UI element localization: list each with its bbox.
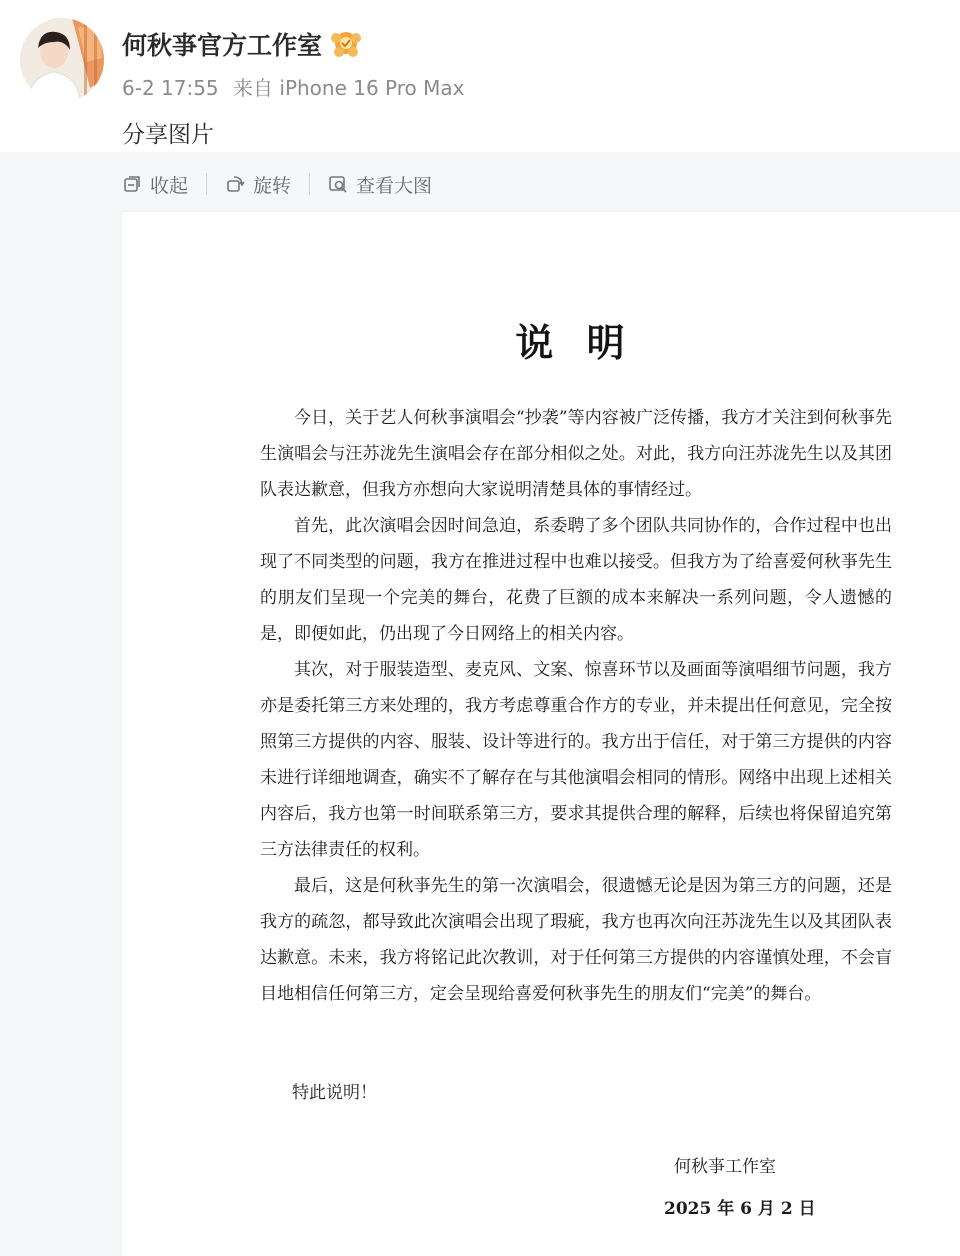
post-text: 分享图片 bbox=[122, 122, 214, 148]
rotate-label: 旋转 bbox=[253, 174, 292, 197]
statement-paragraph: 首先，此次演唱会因时间急迫，系委聘了多个团队共同协作的，合作过程中也出现了不同类型的问题，我方在推进过程中也难以接受。但我方为了给喜爱何秋亊先生的朋友们呈现一个完美的舞台，花费了巨额的成本来解决一系列问题，令人遗憾的是，即便如此，仍出现了今日网络上的相关内容。 bbox=[260, 516, 892, 644]
statement-paragraph: 今日，关于艺人何秋亊演唱会“抄袭”等内容被广泛传播，我方才关注到何秋亊先生演唱会与汪苏泷先生演唱会存在部分相似之处。对此，我方向汪苏泷先生以及其团队表达歉意，但我方亦想向大家说明清楚具体的事情经过。 bbox=[260, 408, 892, 500]
statement-image[interactable] bbox=[122, 212, 960, 1256]
rotate-button[interactable] bbox=[221, 171, 295, 198]
collapse-label: 收起 bbox=[150, 174, 189, 197]
statement-date: 2025 年 6 月 2 日 bbox=[664, 1199, 816, 1219]
post-header bbox=[0, 0, 960, 152]
rotate-icon bbox=[225, 174, 245, 194]
statement-paragraph: 最后，这是何秋亊先生的第一次演唱会，很遗憾无论是因为第三方的问题，还是我方的疏忽，都导致此次演唱会出现了瑕疵，我方也再次向汪苏泷先生以及其团队表达歉意。未来，我方将铭记此次教训，对于任何第三方提供的内容谨慎处理，不会盲目地相信任何第三方，定会呈现给喜爱何秋亊先生的朋友们“完美”的舞台。 bbox=[260, 876, 892, 1004]
view-large-button[interactable] bbox=[324, 171, 436, 198]
collapse-icon bbox=[122, 174, 142, 194]
statement-body bbox=[260, 400, 892, 1012]
statement-closing: 特此说明！ bbox=[292, 1083, 377, 1103]
statement-signer: 何秋亊工作室 bbox=[674, 1157, 776, 1177]
collapse-button[interactable] bbox=[118, 171, 192, 198]
toolbar-divider bbox=[309, 173, 310, 195]
avatar[interactable] bbox=[20, 18, 104, 102]
view-large-icon bbox=[328, 174, 348, 194]
verified-badge-icon bbox=[330, 28, 362, 58]
view-large-label: 查看大图 bbox=[356, 174, 433, 197]
toolbar-divider bbox=[206, 173, 207, 195]
post-timestamp: 6-2 17:55 bbox=[122, 76, 219, 100]
post-source: 来自 iPhone 16 Pro Max bbox=[233, 76, 465, 100]
post-meta bbox=[122, 72, 465, 101]
statement-title: 说 明 bbox=[515, 320, 635, 365]
avatar-photo-icon bbox=[20, 18, 104, 102]
image-toolbar bbox=[118, 166, 436, 202]
author-name[interactable]: 何秋亊官方工作室 bbox=[122, 31, 323, 60]
statement-paragraph: 其次，对于服装造型、麦克风、文案、惊喜环节以及画面等演唱细节问题，我方亦是委托第三方来处理的，我方考虑尊重合作方的专业，并未提出任何意见，完全按照第三方提供的内容、服装、设计等进行的。我方出于信任，对于第三方提供的内容未进行详细地调查，确实不了解存在与其他演唱会相同的情形。网络中出现上述相关内容后，我方也第一时间联系第三方，要求其提供合理的解释，后续也将保留追究第三方法律责任的权利。 bbox=[260, 660, 892, 860]
